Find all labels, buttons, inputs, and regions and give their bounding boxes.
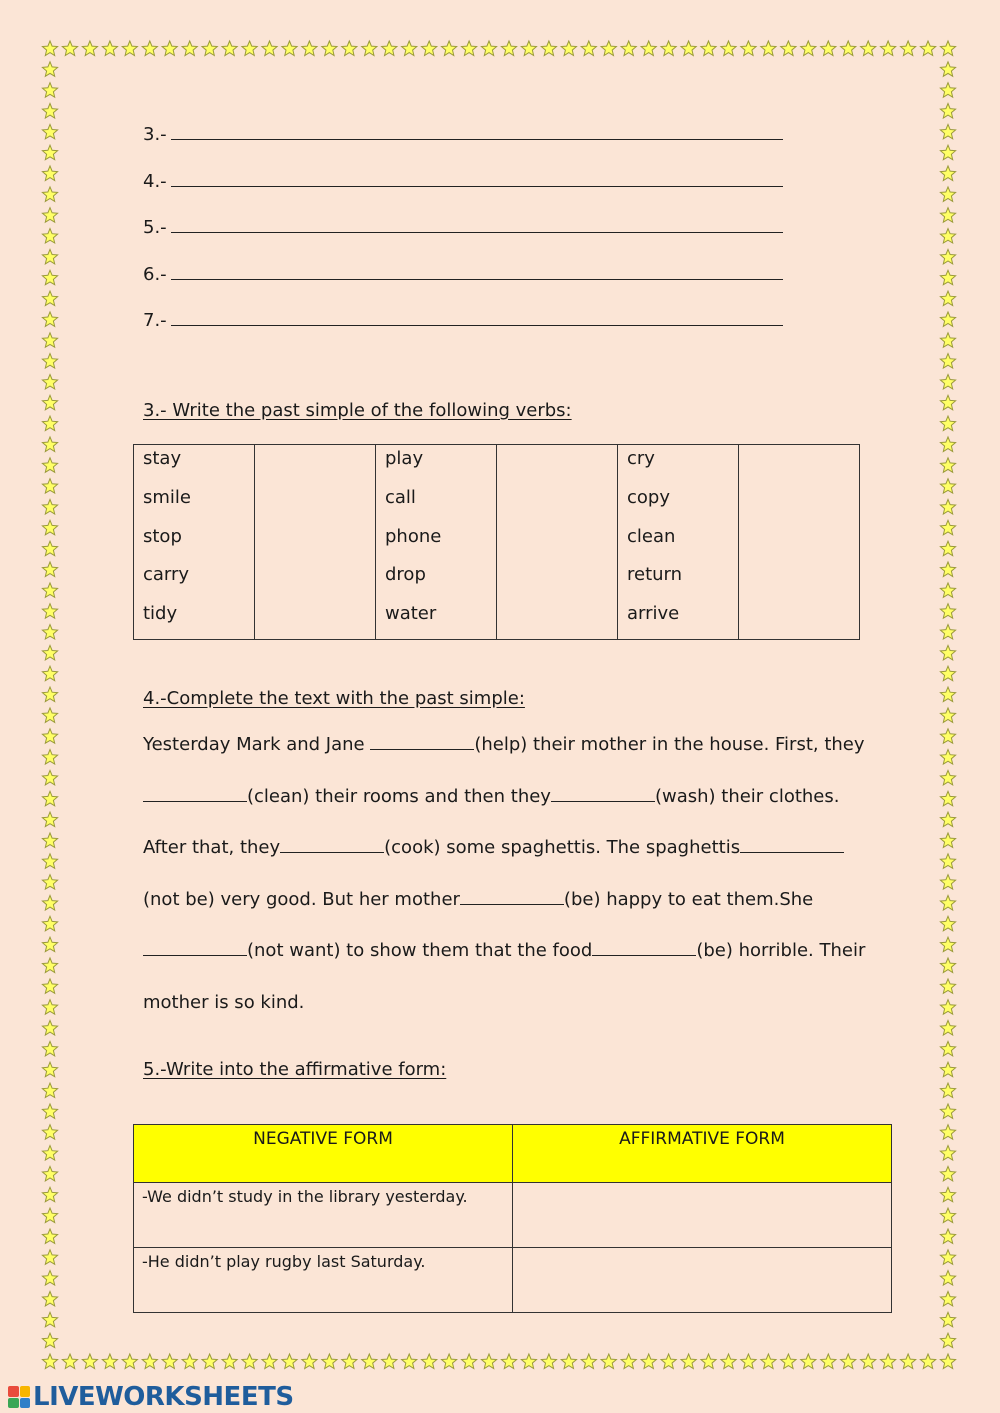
gap-blank[interactable] (460, 888, 564, 905)
verb-cell: arrive (627, 603, 680, 625)
answer-line-6[interactable] (143, 261, 783, 285)
paragraph-text: (clean) their rooms and then they (247, 785, 551, 807)
paragraph-text: (wash) their clothes. After that, they (143, 785, 840, 858)
gap-blank[interactable] (370, 733, 474, 750)
verb-cell: carry (143, 564, 190, 586)
verb-column-3 (618, 445, 739, 640)
section4-heading: 4.-Complete the text with the past simple: (143, 688, 525, 709)
answer-line-blank[interactable] (171, 214, 783, 233)
verb-cell: water (385, 603, 437, 625)
verb-column-2 (376, 445, 497, 640)
verb-cell: return (627, 564, 683, 586)
answer-line-blank[interactable] (171, 261, 783, 280)
verb-cell: stop (143, 525, 182, 547)
answer-line-blank[interactable] (171, 121, 783, 140)
verb-cell: drop (385, 564, 426, 586)
answer-line-blank[interactable] (171, 307, 783, 326)
paragraph-text: (cook) some spaghettis. The spaghettis (384, 837, 741, 858)
answer-line-7[interactable] (143, 307, 783, 331)
answer-line-4[interactable] (143, 168, 783, 192)
paragraph-text: Yesterday Mark and Jane (143, 734, 371, 755)
answer-line-5[interactable] (143, 214, 783, 238)
answer-line-label: 7.- (143, 310, 167, 331)
gap-blank[interactable] (592, 939, 696, 956)
verb-cell: clean (627, 525, 676, 547)
affirmative-answer-cell[interactable] (513, 1248, 892, 1313)
negative-form-header: NEGATIVE FORM (134, 1125, 513, 1183)
logo-text: LIVEWORKSHEETS (33, 1382, 294, 1412)
negative-sentence: -He didn’t play rugby last Saturday. (134, 1248, 513, 1313)
verbs-table (133, 444, 860, 640)
answer-line-label: 6.- (143, 264, 167, 285)
section5-heading: 5.-Write into the affirmative form: (143, 1059, 447, 1080)
gap-blank[interactable] (551, 785, 655, 802)
affirmative-answer-cell[interactable] (513, 1183, 892, 1248)
logo-blocks-icon (8, 1386, 30, 1408)
answer-line-blank[interactable] (171, 168, 783, 187)
paragraph-text: (not be) very good. But her mother (143, 888, 460, 910)
verb-cell: cry (627, 448, 655, 469)
gap-blank[interactable] (740, 836, 844, 853)
gap-blank[interactable] (143, 785, 247, 802)
answer-column-1[interactable] (255, 445, 376, 640)
liveworksheets-logo[interactable] (8, 1382, 294, 1412)
verb-cell: smile (143, 486, 191, 508)
paragraph-text: (help) their mother in the house. First, they (474, 734, 865, 755)
paragraph-text: (be) horrible. Their mother is so kind. (143, 940, 866, 1013)
gap-blank[interactable] (143, 939, 247, 956)
section3-heading: 3.- Write the past simple of the following verbs: (143, 400, 572, 421)
answer-line-label: 4.- (143, 171, 167, 192)
verb-cell: phone (385, 525, 442, 547)
paragraph-text: (not want) to show them that the food (247, 940, 593, 961)
fill-in-paragraph (143, 719, 873, 1028)
answer-line-label: 5.- (143, 217, 167, 238)
answer-line-label: 3.- (143, 124, 167, 145)
verb-cell: copy (627, 486, 670, 508)
verb-cell: stay (143, 448, 182, 469)
verb-cell: tidy (143, 603, 178, 625)
answer-line-3[interactable] (143, 121, 783, 145)
answer-column-3[interactable] (739, 445, 860, 640)
verb-cell: play (385, 448, 424, 469)
verb-cell: call (385, 486, 416, 508)
affirmative-form-header: AFFIRMATIVE FORM (513, 1125, 892, 1183)
verb-column-1 (134, 445, 255, 640)
affirmative-table (133, 1124, 892, 1313)
negative-sentence: -We didn’t study in the library yesterday. (134, 1183, 513, 1248)
answer-column-2[interactable] (497, 445, 618, 640)
gap-blank[interactable] (280, 836, 384, 853)
paragraph-text: (be) happy to eat them.She (563, 888, 814, 910)
